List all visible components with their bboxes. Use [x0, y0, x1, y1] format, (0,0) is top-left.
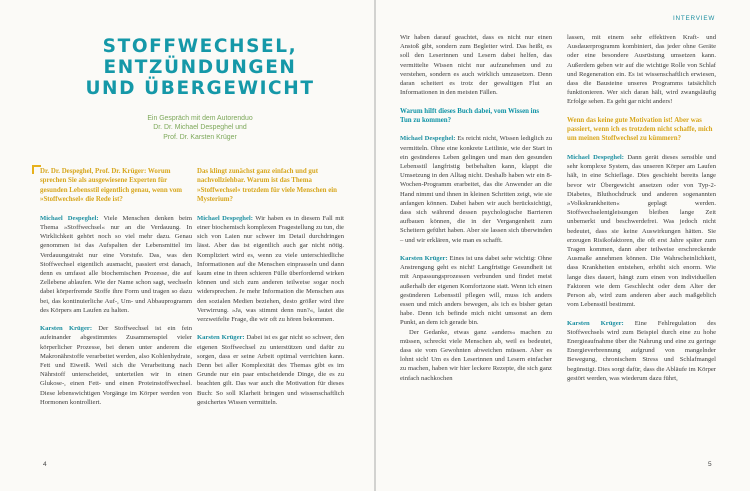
answer-text: Es reicht nicht, Wissen lediglich zu vermitteln. Ohne eine konkrete Leitlinie, wie der Start in ein gesünderes Leben gelingen und man den gesunden Lebensstil langfristig beibehalten kann, klappt die Umsetzung in den Alltag nicht. Deshalb haben wir ein 8-Wochen-Programm erarbeitet, das die Anwender an die Hand nimmt und ihnen in kleinen Schritten zeigt, wie sie anfangen können. Dabei haben wir auch berücksichtigt, dass sich während dessen psychologische Barrieren aufbauen können, die in der Vergangenheit zum Scheitern geführt haben. Aber sie lassen sich überwinden – und wir erklären, wie man es schafft. [400, 135, 552, 244]
right-column-1 [400, 33, 552, 383]
body-paragraph: Wir haben darauf geachtet, dass es nicht nur einen Anstoß gibt, sondern zum Begleiter wird. Das heißt, es soll den Leserinnen und Lesern dabei helfen, das vermittelte Wissen nicht nur aufzunehmen und zu verstehen, sondern es auch wirklich umzusetzen. Denn daran scheitert es trotz der gewaltigen Flut an Informationen in den meisten Fällen. [400, 34, 552, 97]
answer-text: Viele Menschen denken beim Thema »Stoffwechsel« nur an die Verdauung. In Wirklichkeit gehört noch so viel mehr dazu. Genau genommen ist das Aufspalten der Lebensmittel im Verdauungstrakt nur eine Vorstufe. Das, was den Stoffwechsel eigentlich ausmacht, passiert erst danach, denn es umfasst alle biochemischen Prozesse, die auf Zellebene ablaufen. Wie der Name schon sagt, wechseln dabei körperfremde Stoffe ihre Form und tragen so dazu bei, das kontinuierliche Auf-, Um- und Abbauprogramm des Körpers am Laufen zu halten. [40, 214, 192, 314]
subtitle [110, 114, 290, 142]
interview-question: Wenn das keine gute Motivation ist! Aber was passiert, wenn ich es trotzdem nicht schaffe, mich um meinen Stoffwechsel zu kümmern? [567, 116, 713, 143]
answer-text: Eine Fehlregulation des Stoffwechsels wird zum Beispiel durch eine zu hohe Energieaufnahme über die Nahrung und eine zu geringe Energieverbrennung aufgrund von mangelnder Bewegung, chronischem Stress und Schlafmangel begünstigt. Dies sorgt dafür, dass die Abläufe im Körper gestört werden, was wiederum dazu führt, [567, 319, 716, 382]
interview-answer [197, 333, 344, 407]
answer-text: Der Stoffwechsel ist ein fein aufeinander abgestimmtes Zusammenspiel vieler körperlicher Prozesse, bei denen unter anderem die Makronährstoffe verarbeitet werden, also Kohlenhydrate, Fett und Eiweiß. Weil sich die Verarbeitung nach Nährstoff unterscheidet, unterteilen wir in einen Glukose-, einen Fett- und einen Proteinstoffwechsel. Diese lebenswichtigen Vorgänge im Körper werden von Hormonen kontrolliert. [40, 325, 192, 406]
page-number: 5 [708, 461, 712, 468]
left-page [0, 0, 374, 491]
answer-text: Dabei ist es gar nicht so schwer, den eigenen Stoffwechsel zu unterstützen und dafür zu sorgen, dass er seine Arbeit optimal verrichten kann. Denn bei aller Komplexität des Themas gibt es im Grunde nur ein paar entscheidende Dinge, die es zu beachten gilt. Das war auch die Motivation für dieses Buch: So soll Klarheit bringen und wissenschaftlich gesichertes Wissen vermitteln. [197, 334, 344, 406]
speaker-name: Karsten Krüger: [197, 334, 245, 342]
running-head: INTERVIEW [673, 15, 716, 22]
interview-answer [400, 134, 552, 244]
answer-text: Eines ist uns dabei sehr wichtig: Ohne Anstrengung geht es nicht! Langfristige Gesundheit ist mit Anpassungsprozessen verbunden und findet meist außerhalb der eigenen Komfortzone statt. Wenn ich einen gesünderen Lebensstil pflegen will, muss ich anders essen und mich anders bewegen, als ich es bisher getan habe. Denn ich befinde mich nicht umsonst an dem Punkt, an dem ich gerade bin. [400, 255, 552, 327]
left-column-2 [197, 167, 344, 407]
speaker-name: Karsten Krüger: [40, 325, 93, 333]
title-line-3: UND ÜBERGEWICHT [85, 78, 315, 99]
speaker-name: Michael Despeghel: [567, 153, 624, 161]
interview-answer [197, 214, 344, 324]
subtitle-line-3: Prof. Dr. Karsten Krüger [163, 133, 237, 141]
interview-answer [40, 214, 192, 315]
speaker-name: Karsten Krüger: [400, 255, 448, 263]
title-line-1: STOFFWECHSEL, [102, 36, 298, 57]
page-number: 4 [43, 461, 47, 468]
interview-answer [567, 319, 716, 383]
interview-question: Dr. Dr. Despeghel, Prof. Dr. Krüger: Worum sprechen Sie als ausgewiesene Experten für gesunden Lebensstil eigentlich genau, wenn vom »Stoffwechsel« die Rede ist? [40, 168, 183, 204]
interview-answer [400, 254, 552, 328]
interview-answer [567, 153, 716, 309]
speaker-name: Michael Despeghel: [400, 135, 456, 143]
title-line-2: ENTZÜNDUNGEN [103, 57, 297, 78]
right-column-2 [567, 33, 716, 383]
interview-question: Das klingt zunächst ganz einfach und gut nachvollziehbar. Warum ist das Thema »Stoffwechsel« trotzdem für viele Menschen ein Mysterium? [197, 168, 338, 204]
speaker-name: Michael Despeghel: [197, 214, 253, 222]
answer-text: Dann gerät dieses sensible und sehr komplexe System, das unseren Körper am Laufen hält, in eine Schieflage. Dies geschieht bereits lange bevor wir Übergewicht ansetzen oder von Typ-2-Diabetes, Bluthochdruck und anderen sogenannten »Volkskrankheiten« geplagt werden. Stoffwechselentgleisungen bleiben lange Zeit unbemerkt und beschwerdefrei. Was jedoch nicht bedeutet, dass sie keine Auswirkungen hätten. Sie erzeugen Risikofaktoren, die oft erst Jahre später zum Tragen kommen, dann aber teilweise erschreckende Ausmaße annehmen können. Die Wahrscheinlichkeit, dass Krankheiten entstehen, erhöht sich enorm. Wie lange dies dauert, hängt zum einen von individuellen Faktoren wie dem Geschlecht oder dem Alter der Person ab, wird zum anderen aber auch maßgeblich vom Lebensstil bestimmt. [567, 153, 717, 309]
body-paragraph: Der Gedanke, etwas ganz »anders« machen zu müssen, schreckt viele Menschen ab, weil es bedeutet, dass sie vom Gewohnten abweichen müssen. Aber es lohnt sich! Um es den Leserinnen und Lesern einfacher zu machen, haben wir hier leckere Rezepte, die sich ganz einfach nachkochen [400, 328, 552, 382]
speaker-name: Michael Despeghel: [40, 214, 99, 222]
answer-text: Wir haben es in diesem Fall mit einer biochemisch komplexen Fragestellung zu tun, die sich von Laien nur schwer im Detail durchdringen lässt. Aber das ist eigentlich auch gar nicht nötig. Kompliziert wird es, wenn zu viele unterschiedliche Informationen auf die Menschen einprasseln und dann kaum eine in ihren schieren Fülle überfordernd wirken können und sich zum anderen teilweise sogar noch widersprechen. Je mehr Information die Menschen aus den sozialen Medien beziehen, desto größer wird ihre Verwirrung. »Ja, was stimmt denn nun?«, lautet die verzweifelte Frage, die wir oft zu hören bekommen. [197, 214, 344, 324]
left-column-1 [40, 167, 192, 407]
page-title [80, 36, 320, 99]
body-paragraph: lassen, mit einem sehr effektiven Kraft- und Ausdauerprogramm kombiniert, das jeder ohne Geräte oder eine besondere Ausrüstung umsetzen kann. Außerdem geben wir auf die wichtige Rolle von Schlaf und Regeneration ein. Es ist wissenschaftlich erwiesen, dass die Bausteine unseres Programms tatsächlich funktionieren. Wer sich daran hält, wird zwangsläufig Erfolge sehen. Es geht gar nicht anders! [567, 34, 716, 106]
interview-question: Warum hilft dieses Buch dabei, vom Wissen ins Tun zu kommen? [400, 107, 540, 124]
subtitle-line-2: Dr. Dr. Michael Despeghel und [153, 124, 247, 132]
subtitle-line-1: Ein Gespräch mit dem Autorenduo [147, 115, 253, 122]
interview-answer [40, 324, 192, 407]
speaker-name: Karsten Krüger: [567, 319, 624, 327]
